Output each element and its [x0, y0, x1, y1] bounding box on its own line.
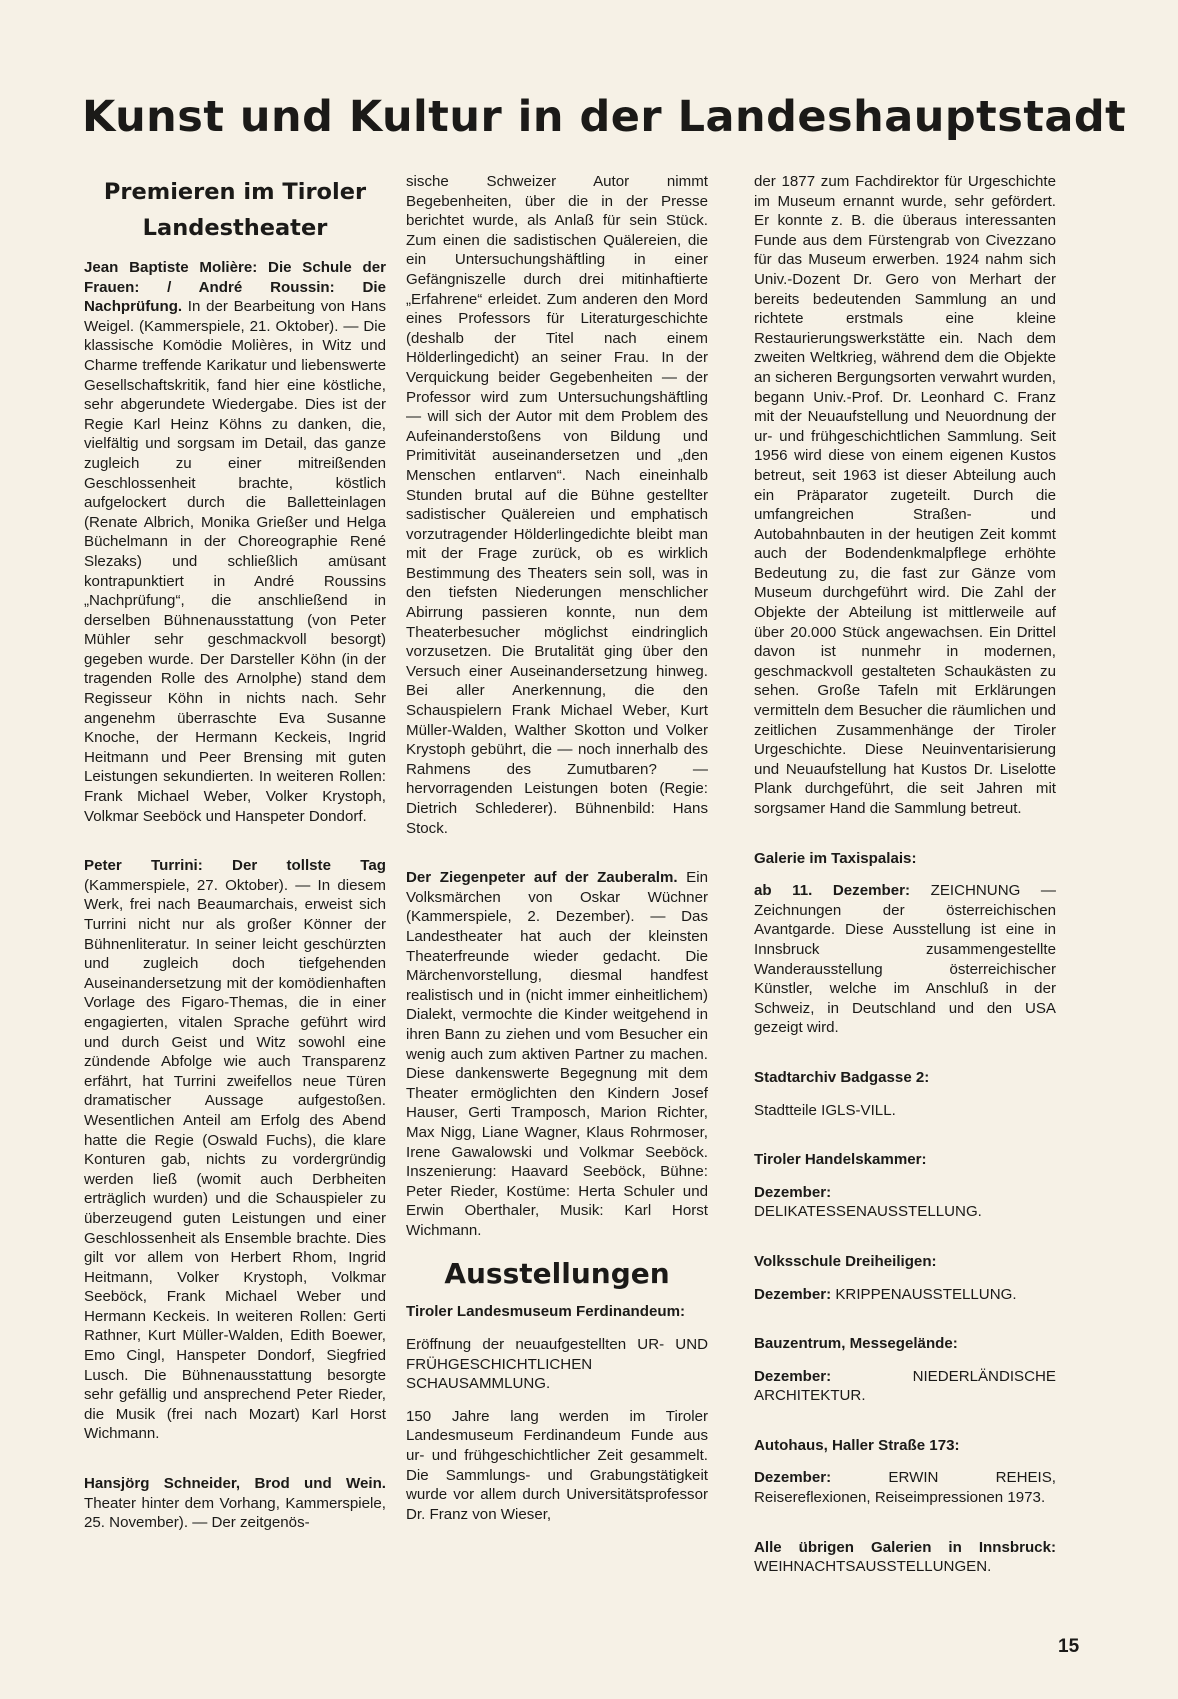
exhibition-bauzentrum: [754, 1367, 1056, 1406]
review-body: Ein Volksmärchen von Oskar Wüchner (Kammerspiele, 2. Dezember). — Das Landestheater hat auch der kleinsten Theaterfreunde wieder gedacht. Die Märchenvorstellung, diesmal handfest realistisch und in (nicht immer einheitlichem) Dialekt, vermochte die Kinder weitgehend in ihren Bann zu ziehen und vom Besucher ein wenig auch zum aktiven Partner zu machen. Diese dankenswerte Begegnung mit dem Theater ermöglichten den Kindern Josef Hauser, Gerti Tramposch, Marion Richter, Max Nigg, Liane Wagner, Klaus Rohrmoser, Irene Gawalowski und Volkmar Seeböck. Inszenierung: Haavard Seeböck, Bühne: Peter Rieder, Kostüme: Herta Schuler und Erwin Oberthaler, Musik: Karl Horst Wichmann.: [406, 869, 708, 1239]
venue-ferdinandeum: Tiroler Landesmuseum Ferdinandeum:: [406, 1303, 686, 1321]
exhibition-date: Dezember:: [754, 1469, 832, 1487]
review-brod-und-wein-continued: sische Schweizer Autor nimmt Begebenheiten, über die in der Presse berichtet wurde, als Anlaß für sein Stück. Zum einen die sadistischen Quälereien, die ein Untersuchungshäftling in einer Gefängniszelle durch drei mitinhaftierte „Erfahrene“ erleidet. Zum anderen den Mord eines Professors für Literaturgeschichte (deshalb der Titel nach einem Hölderlingedicht) an seiner Frau. In der Verquickung beider Gegebenheiten — der Professor wird zum Untersuchungshäftling — will sich der Autor mit dem Problem des Aufeinanderstoßens von Bildung und Primitivität auseinandersetzen und „den Menschen entlarven“. Nach eineinhalb Stunden brutal auf die Bühne gestellter sadistischer Quälereien und emphatisch vorzutragender Hölderlingedichte bleibt man mit der Frage zurück, ob es wirklich Bestimmung des Theaters sein soll, was in den tiefsten Niederungen menschlicher Abirrung passieren konnte, nun dem Theaterbesucher möglichst eindringlich vorzusetzen. Die Brutalität ging über den Versuch einer Auseinandersetzung hinweg. Bei aller Anerkennung, die den Schauspielern Frank Michael Weber, Kurt Müller-Walden, Walther Skotton und Volker Krystoph gebührt, die — noch innerhalb des Rahmens des Zumutbaren? — hervorragenden Leistungen boten (Regie: Dietrich Schlederer). Bühnenbild: Hans Stock.: [406, 173, 708, 837]
exhibition-date: Dezember:: [754, 1285, 832, 1303]
venue-bauzentrum: Bauzentrum, Messegelände:: [754, 1335, 958, 1353]
exhibition-stadtarchiv: Stadtteile IGLS-VILL.: [754, 1101, 896, 1119]
page-number: 15: [1058, 1636, 1080, 1657]
column-3: [754, 172, 1056, 1590]
exhibition-text: ZEICHNUNG — Zeichnungen der österreichischen Avantgarde. Diese Ausstellung ist eine in Innsbruck zusammengestellte Wanderausstellung österreichischer Künstler, welche im Anschluß in der Schweiz, in Deutschland und den USA gezeigt wird.: [754, 882, 1056, 1037]
venue-autohaus: Autohaus, Haller Straße 173:: [754, 1436, 960, 1454]
exhibition-date: Dezember:: [754, 1367, 832, 1385]
column-2: [406, 172, 708, 1537]
exhibition-text: DELIKATESSENAUSSTELLUNG.: [754, 1203, 982, 1221]
exhibition-autohaus: [754, 1468, 1056, 1507]
page-title: Kunst und Kultur in der Landeshauptstadt: [82, 92, 1127, 142]
exhibition-date: ab 11. Dezember:: [754, 882, 911, 900]
exhibition-ferdinandeum-continued: der 1877 zum Fachdirektor für Urgeschichte im Museum ernannt wurde, sehr gefördert. Er konnte z. B. die überaus interessanten Funde aus dem Fürstengrab von Civezzano für das Museum erwerben. 1924 nahm sich Univ.-Dozent Dr. Gero von Merhart der bereits bedeutenden Sammlung an und richtete erstmals eine kleine Restaurierungswerkstätte ein. Nach dem zweiten Weltkrieg, während dem die Objekte an sicheren Bergungsorten verwahrt wurden, begann Univ.-Prof. Dr. Leonhard C. Franz mit der Neuaufstellung und Neuordnung der ur- und frühgeschichtlichen Sammlung. Seit 1956 wird diese von einem eigenen Kustos betreut, seit 1963 ist dieser Abteilung auch ein Präparator zugeteilt. Durch die umfangreichen Straßen- und Autobahnbauten in der heutigen Zeit kommt auch der Bodendenkmalpflege erhöhte Bedeutung zu, die fast zur Gänze vom Museum durchgeführt wird. Die Zahl der Objekte der Abteilung ist mittlerweile auf über 20.000 Stück angewachsen. Ein Drittel davon ist nunmehr in modernen, geschmackvoll gestalteten Schaukästen zu sehen. Große Tafeln mit Erklärungen vermitteln dem Besucher die räumlichen und zeitlichen Zusammenhänge der Tiroler Urgeschichte. Diese Neuinventarisierung und Neuaufstellung hat Kustos Dr. Liselotte Plank durchgeführt, die seit Jahren mit sorgsamer Hand die Sammlung betreut.: [754, 173, 1056, 817]
exhibition-other-galleries: [754, 1538, 1056, 1577]
review-heading: Jean Baptiste Molière: Die Schule der Frauen: / André Roussin: Die Nachprüfung.: [84, 259, 386, 316]
venue-handelskammer: Tiroler Handelskammer:: [754, 1151, 927, 1169]
review-schule-der-frauen: [84, 258, 386, 826]
review-tollste-tag: [84, 856, 386, 1444]
exhibition-volksschule: [754, 1285, 1056, 1305]
exhibition-date: Dezember:: [754, 1183, 832, 1201]
review-body: (Kammerspiele, 27. Oktober). — In diesem Werk, frei nach Beaumarchais, erweist sich Turrini nicht nur als großer Könner der Bühnenliteratur. In seiner leicht geschürzten und zugleich doch tiefgehenden Auseinandersetzung mit der komödienhaften Vorlage des Figaro-Themas, die in einer engagierten, vitalen Sprache geführt wird und durch Geist und Witz sowohl eine zündende Abfolge wie auch Transparenz erfährt, hat Turrini zweifellos neue Türen dramatischer Aussage aufgestoßen. Wesentlichen Anteil am Erfolg des Abend hatte die Regie (Oswald Fuchs), die klare Konturen gab, nichts zu vordergründig werden ließ (womit auch Derbheiten erträglich wurden) und die Schauspieler zu überzeugend guten Leistungen und einer Geschlossenheit als Ensemble brachte. Dies gilt vor allem von Herbert Rhom, Ingrid Heitmann, Volker Krystoph, Volkmar Seeböck, Frank Michael Weber und Hermann Keckeis. In weiteren Rollen: Gerti Rathner, Kurt Müller-Walden, Edith Boewer, Emo Cingl, Hanspeter Dondorf, Siegfried Lusch. Die Bühnenausstattung besorgte sehr gefällig und ansprechend Peter Rieder, die Musik (frei nach Mozart) Karl Horst Wichmann.: [84, 876, 386, 1443]
venue-volksschule: Volksschule Dreiheiligen:: [754, 1252, 937, 1270]
review-heading: Hansjörg Schneider, Brod und Wein.: [84, 1475, 386, 1493]
exhibition-venue: Alle übrigen Galerien in Innsbruck:: [754, 1538, 1056, 1556]
column-1: [84, 172, 386, 1546]
review-heading: Der Ziegenpeter auf der Zauberalm.: [406, 869, 678, 887]
exhibition-taxispalais: [754, 881, 1056, 1038]
review-brod-und-wein: [84, 1474, 386, 1533]
review-body: In der Bearbeitung von Hans Weigel. (Kammerspiele, 21. Oktober). — Die klassische Komödie Molières, in Witz und Charme treffende Karikatur und liebenswerte Gesellschaftskritik, fand hier eine köstliche, sehr abgerundete Wiedergabe. Dies ist der Regie Karl Heinz Köhns zu danken, die, vielfältig und sorgsam im Detail, das ganze zugleich zu einer mitreißenden Geschlossenheit brachte, köstlich aufgelockert durch die Balletteinlagen (Renate Albrich, Monika Grießer und Helga Büchelmann in der Choreographie René Slezaks) und schließlich amüsant kontrapunktiert in André Roussins „Nachprüfung“, die anschließend in derselben Bühnenausstattung (von Peter Mühler sehr geschmackvoll besorgt) gegeben wurde. Der Darsteller Köhn (in der tragenden Rolle des Arnolphe) stand dem Regisseur Köhn in nichts nach. Sehr angenehm überraschte Eva Susanne Knoche, der Hermann Keckeis, Ingrid Heitmann und Peer Brensing mit guten Leistungen sekundierten. In weiteren Rollen: Frank Michael Weber, Volker Krystoph, Volkmar Seeböck und Hanspeter Dondorf.: [84, 298, 386, 825]
exhibition-ferdinandeum: Eröffnung der neuaufgestellten UR- UND FRÜHGESCHICHTLICHEN SCHAUSAMMLUNG.: [406, 1336, 708, 1393]
exhibition-handelskammer: [754, 1183, 1056, 1222]
exhibition-text: NIEDERLÄNDISCHE ARCHITEKTUR.: [754, 1367, 1056, 1405]
section-heading-premieren: Premieren im Tiroler Landestheater: [103, 179, 367, 241]
review-ziegenpeter: [406, 868, 708, 1240]
exhibition-ferdinandeum-text: 150 Jahre lang werden im Tiroler Landesmuseum Ferdinandeum Funde aus ur- und frühgeschichtlicher Zeit gesammelt. Die Sammlungs- und Grabungstätigkeit wurde vor allem durch Universitätsprofessor Dr. Franz von Wieser,: [406, 1407, 708, 1523]
venue-stadtarchiv: Stadtarchiv Badgasse 2:: [754, 1068, 930, 1086]
exhibition-text: ERWIN REHEIS, Reisereflexionen, Reiseimpressionen 1973.: [754, 1469, 1056, 1507]
exhibition-text: KRIPPENAUSSTELLUNG.: [831, 1285, 1017, 1303]
review-body: Theater hinter dem Vorhang, Kammerspiele, 25. November). — Der zeitgenös-: [84, 1494, 386, 1532]
section-heading-ausstellungen: Ausstellungen: [444, 1257, 670, 1291]
review-heading: Peter Turrini: Der tollste Tag: [84, 857, 386, 875]
exhibition-text: WEIHNACHTSAUSSTELLUNGEN.: [754, 1558, 992, 1576]
venue-taxispalais: Galerie im Taxispalais:: [754, 849, 917, 867]
